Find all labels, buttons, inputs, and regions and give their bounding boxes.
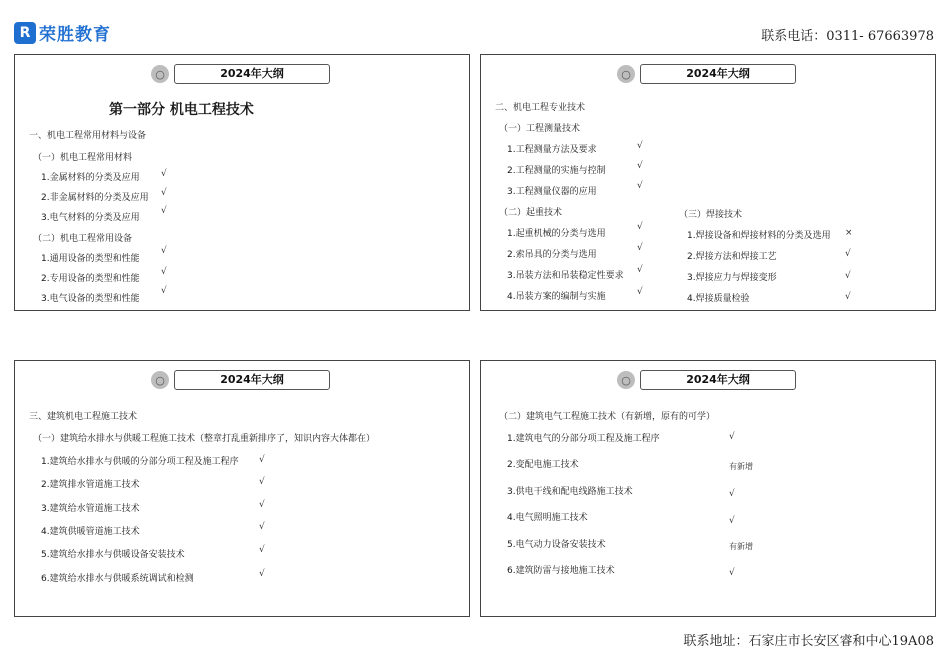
- check-mark: √: [637, 243, 643, 253]
- group-title: （一）建筑给水排水与供暖工程施工技术（整章打乱重新排序了，知识内容大体都在）: [33, 434, 376, 444]
- check-mark: √: [845, 271, 851, 281]
- check-mark: √: [259, 569, 265, 579]
- list-item: 3.工程测量仪器的应用: [507, 187, 597, 197]
- new-badge: 有新增: [729, 542, 753, 551]
- outline-panel-3: [14, 360, 470, 617]
- list-item: 1.通用设备的类型和性能: [41, 254, 140, 264]
- check-mark: √: [161, 169, 167, 179]
- list-item: 1.焊接设备和焊接材料的分类及选用: [687, 231, 831, 241]
- list-item: 1.建筑给水排水与供暖的分部分项工程及施工程序: [41, 457, 239, 467]
- list-item: 1.金属材料的分类及应用: [41, 173, 140, 183]
- new-badge: 有新增: [729, 462, 753, 471]
- year-title: 2024年大纲: [640, 64, 796, 84]
- check-mark: √: [637, 265, 643, 275]
- year-title: 2024年大纲: [174, 370, 330, 390]
- list-item: 3.电气设备的类型和性能: [41, 294, 140, 304]
- cross-mark: ×: [845, 228, 853, 238]
- brand-logo: [14, 20, 111, 45]
- check-mark: √: [729, 568, 735, 578]
- check-mark: √: [637, 287, 643, 297]
- list-item: 2.索吊具的分类与选用: [507, 250, 597, 260]
- check-mark: √: [637, 181, 643, 191]
- group-title: （三）焊接技术: [679, 210, 743, 220]
- list-item: 3.电气材料的分类及应用: [41, 213, 140, 223]
- list-item: 3.吊装方法和吊装稳定性要求: [507, 271, 624, 281]
- check-mark: √: [259, 522, 265, 532]
- group-title: （二）建筑电气工程施工技术（有新增，原有的可学）: [499, 412, 716, 422]
- panel-header: [151, 370, 330, 390]
- list-item: 2.焊接方法和焊接工艺: [687, 252, 777, 262]
- check-mark: √: [161, 206, 167, 216]
- list-item: 4.电气照明施工技术: [507, 513, 588, 523]
- check-mark: √: [259, 455, 265, 465]
- check-mark: √: [161, 246, 167, 256]
- panel-header: [617, 64, 796, 84]
- check-mark: √: [259, 545, 265, 555]
- list-item: 6.建筑给水排水与供暖系统调试和检测: [41, 574, 194, 584]
- lightbulb-icon: ○: [617, 371, 635, 389]
- logo-icon: R: [14, 22, 36, 44]
- check-mark: √: [637, 222, 643, 232]
- list-item: 2.专用设备的类型和性能: [41, 274, 140, 284]
- check-mark: √: [845, 249, 851, 259]
- list-item: 3.焊接应力与焊接变形: [687, 273, 777, 283]
- group-title: （一）工程测量技术: [499, 124, 581, 134]
- check-mark: √: [637, 161, 643, 171]
- check-mark: √: [845, 292, 851, 302]
- panel-header: [617, 370, 796, 390]
- check-mark: √: [729, 489, 735, 499]
- check-mark: √: [637, 141, 643, 151]
- outline-panel-2: [480, 54, 936, 311]
- group-title: （二）起重技术: [499, 208, 563, 218]
- lightbulb-icon: ○: [617, 65, 635, 83]
- lightbulb-icon: ○: [151, 65, 169, 83]
- check-mark: √: [161, 188, 167, 198]
- section-title: 二、机电工程专业技术: [495, 103, 586, 113]
- list-item: 3.建筑给水管道施工技术: [41, 504, 140, 514]
- check-mark: √: [729, 516, 735, 526]
- list-item: 5.电气动力设备安装技术: [507, 540, 606, 550]
- group-title: （二）机电工程常用设备: [33, 234, 133, 244]
- list-item: 2.工程测量的实施与控制: [507, 166, 606, 176]
- year-title: 2024年大纲: [174, 64, 330, 84]
- list-item: 1.工程测量方法及要求: [507, 145, 597, 155]
- list-item: 1.起重机械的分类与选用: [507, 229, 606, 239]
- list-item: 4.建筑供暖管道施工技术: [41, 527, 140, 537]
- check-mark: √: [729, 432, 735, 442]
- list-item: 3.供电干线和配电线路施工技术: [507, 487, 633, 497]
- outline-panel-4: [480, 360, 936, 617]
- lightbulb-icon: ○: [151, 371, 169, 389]
- list-item: 6.建筑防雷与接地施工技术: [507, 566, 615, 576]
- group-title: （一）机电工程常用材料: [33, 153, 133, 163]
- list-item: 1.建筑电气的分部分项工程及施工程序: [507, 434, 660, 444]
- contact-address: 联系地址：石家庄市长安区睿和中心19A08: [683, 634, 934, 649]
- list-item: 4.吊装方案的编制与实施: [507, 292, 606, 302]
- check-mark: √: [161, 286, 167, 296]
- check-mark: √: [161, 267, 167, 277]
- list-item: 2.非金属材料的分类及应用: [41, 193, 149, 203]
- year-title: 2024年大纲: [640, 370, 796, 390]
- section-title: 一、机电工程常用材料与设备: [29, 131, 147, 141]
- list-item: 2.建筑排水管道施工技术: [41, 480, 140, 490]
- panel-header: [151, 64, 330, 84]
- check-mark: √: [259, 477, 265, 487]
- list-item: 4.焊接质量检验: [687, 294, 750, 304]
- logo-text: 荣胜教育: [39, 25, 111, 45]
- contact-phone: 联系电话：0311- 67663978: [761, 29, 934, 44]
- part-title: 第一部分 机电工程技术: [109, 102, 254, 118]
- check-mark: √: [259, 500, 265, 510]
- list-item: 5.建筑给水排水与供暖设备安装技术: [41, 550, 185, 560]
- outline-panel-1: [14, 54, 470, 311]
- section-title: 三、建筑机电工程施工技术: [29, 412, 138, 422]
- list-item: 2.变配电施工技术: [507, 460, 579, 470]
